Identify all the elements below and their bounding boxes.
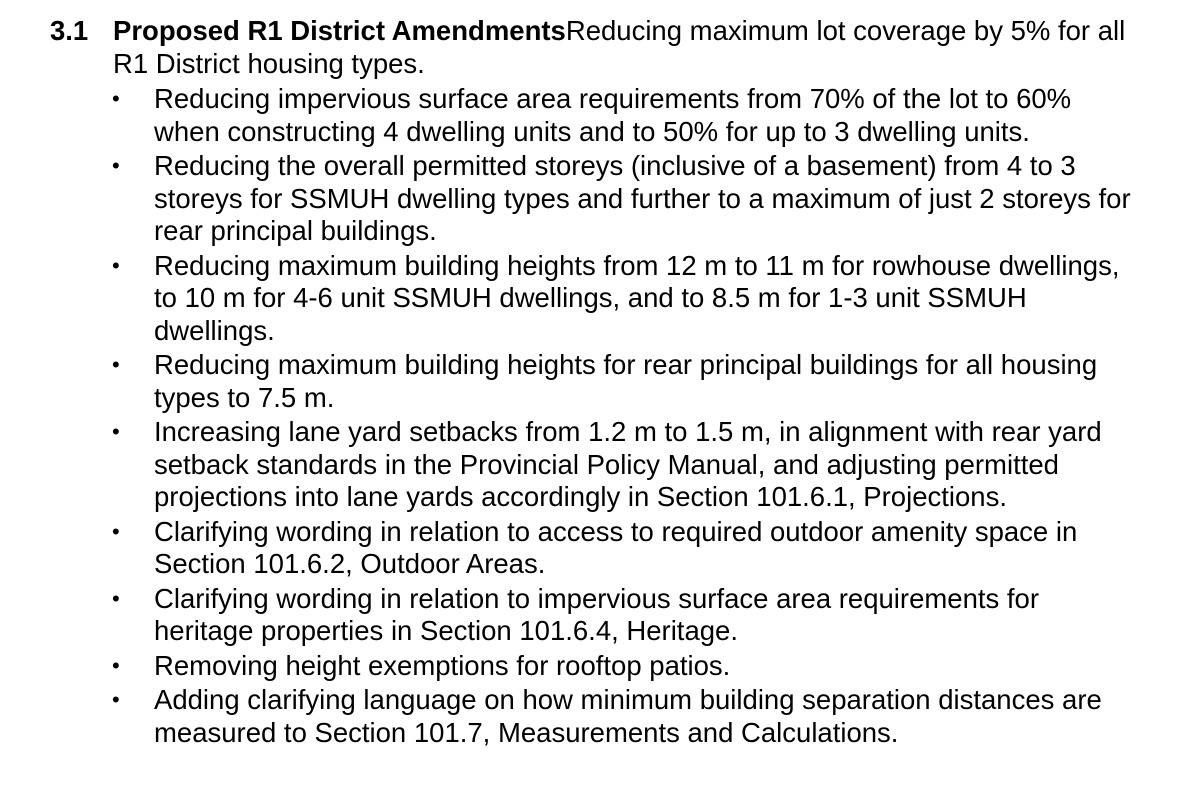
list-item-text: Adding clarifying language on how minimum building separation distances are measured to Section 101.7, Measurements and Calculations. — [154, 684, 1102, 748]
list-item-text: Clarifying wording in relation to impervious surface area requirements for heritage properties in Section 101.6.4, Heritage. — [154, 582, 1039, 646]
list-item — [0, 650, 1199, 683]
list-item — [0, 583, 1199, 648]
bullet-icon: • — [112, 86, 120, 111]
bullet-icon: • — [112, 518, 120, 544]
list-item-text: Clarifying wording in relation to access to required outdoor amenity space in Section 101.6.2, Outdoor Areas. — [154, 515, 1078, 579]
list-item — [0, 349, 1199, 414]
bullet-icon: • — [112, 252, 120, 278]
list-item-text: Removing height exemptions for rooftop patios. — [154, 649, 731, 681]
section-title: Proposed R1 District Amendments — [113, 15, 566, 46]
section-heading — [113, 14, 1133, 80]
list-item-text: Reducing maximum building heights for rear principal buildings for all housing types to 7.5 m. — [154, 349, 1098, 413]
list-item-text: Reducing maximum building heights from 12 m to 11 m for rowhouse dwellings, to 10 m for 4-6 unit SSMUH dwellings, and to 8.5 m for 1-3 unit SSMUH dwellings. — [154, 249, 1120, 346]
section-intro: Reducing maximum lot coverage by 5% for all R1 District housing types. — [113, 15, 1126, 79]
bullet-icon: • — [112, 585, 120, 611]
list-item-text: Reducing impervious surface area requirements from 70% of the lot to 60% when constructing 4 dwelling units and to 50% for up to 3 dwelling units. — [154, 83, 1072, 147]
bullet-icon: • — [112, 419, 120, 444]
bullet-icon: • — [112, 652, 120, 678]
list-item-text: Increasing lane yard setbacks from 1.2 m to 1.5 m, in alignment with rear yard setback standards in the Provincial Policy Manual, and adjusting permitted projections into lane yards accordingly in Section 101.6.1, Projections. — [154, 416, 1102, 512]
bullet-icon: • — [112, 687, 120, 712]
list-item — [0, 250, 1199, 348]
list-item — [0, 516, 1199, 581]
list-item-text: Reducing the overall permitted storeys (inclusive of a basement) from 4 to 3 storeys for SSMUH dwelling types and further to a maximum of just 2 storeys for rear principal buildings. — [154, 150, 1131, 246]
bullet-icon: • — [112, 153, 120, 178]
list-item — [0, 150, 1199, 248]
amendments-list — [0, 83, 1199, 751]
bullet-icon: • — [112, 352, 120, 377]
list-item — [0, 684, 1199, 749]
list-item — [0, 416, 1199, 514]
section-number: 3.1 — [50, 15, 89, 46]
list-item — [0, 83, 1199, 148]
